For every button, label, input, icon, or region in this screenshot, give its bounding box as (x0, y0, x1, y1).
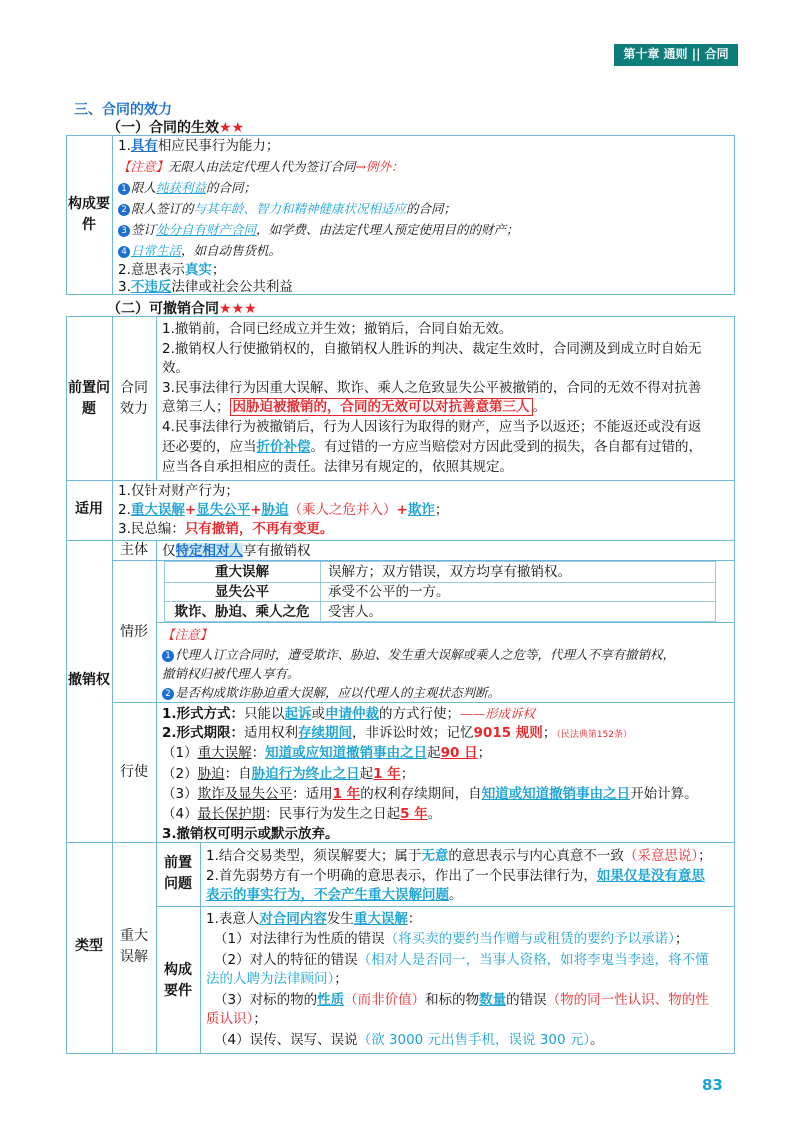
s1-line1: 1.具有相应民事行为能力； (118, 138, 280, 154)
effect-line1: 1.撤销前，合同已经成立并生效；撤销后，合同自始无效。 (162, 321, 513, 337)
section-title: 三、合同的效力 (74, 102, 172, 118)
type-pre-line2: 2.首先弱势方有一个明确的意思表示，作出了一个民事法律行为，如果仅是没有意思 (206, 868, 705, 884)
sit-row2-val: 承受不公平的一方。 (328, 584, 450, 600)
row-divider (66, 540, 735, 541)
subject-text: 仅特定相对人享有撤销权 (162, 543, 311, 559)
type-cons-line4: （3）对标的物的性质（而非价值）和标的物数量的错误（物的同一性认识、物的性 (214, 992, 709, 1008)
type-label: 类型 (75, 938, 103, 954)
sit-row3-val: 受害人。 (328, 604, 382, 620)
effect-line4: 4.民事法律行为被撤销后，行为人因该行为取得的财产，应当予以返还；不能返还或没有返 (162, 419, 702, 435)
sit-row2-key: 显失公平 (215, 584, 269, 600)
type-cons-line4b: 质认识）； (206, 1011, 267, 1027)
s1-divider (112, 135, 113, 295)
note-line1: 1 代理人订立合同时，遭受欺诈、胁迫、发生重大误解或乘人之危等，代理人不享有撤销权， (162, 646, 675, 664)
situation-label: 情形 (120, 624, 148, 640)
s1-label: 构成要件 (68, 196, 110, 233)
s1-line6: 4 日常生活，如自动售货机。 (118, 242, 281, 260)
effect-line4c: 应当各自承担相应的责任。法律另有规定的，依照其规定。 (162, 459, 513, 475)
exercise-line5: （3）欺诈及显失公平：适用1 年的权利存续期间，自知道或知道撤销事由之日开始计算。 (162, 786, 698, 802)
s1-title: （一）合同的生效★★ (107, 120, 245, 136)
s1-line4: 2 限人签订的与其年龄、智力和精神健康状况相适应的合同； (118, 200, 456, 218)
pre-label: 前置问题 (68, 380, 110, 417)
effect-line3b: 意第三人； 因胁迫被撤销的，合同的无效可以对抗善意第三人 。 (162, 399, 546, 415)
s2-title: （二）可撤销合同★★★ (107, 301, 257, 317)
type-cons-line1: 1.表意人对合同内容发生重大误解： (206, 911, 422, 927)
s1-line7: 2.意思表示真实； (118, 262, 226, 278)
col-divider (156, 316, 157, 480)
row-divider (66, 480, 735, 481)
type-cons-line3b: 法的人聘为法律顾问）； (206, 971, 348, 987)
row-divider (164, 601, 716, 602)
s1-line3: 1 限人纯获利益的合同； (118, 179, 256, 197)
sit-row1-val: 误解方；双方错误，双方均享有撤销权。 (328, 564, 571, 580)
exercise-line4: （2）胁迫：自胁迫行为终止之日起1 年； (162, 766, 415, 782)
header-rule (614, 64, 738, 66)
effect-line4b: 还必要的，应当折价补偿。有过错的一方应当赔偿对方因此受到的损失，各自都有过错的， (162, 439, 702, 455)
col-divider (200, 842, 201, 1054)
note-line2: 2 是否构成欺诈胁迫重大误解，应以代理人的主观状态判断。 (162, 684, 500, 702)
s1-line2: 【注意】无限人由法定代理人代为签订合同→例外： (118, 159, 404, 174)
sit-row1-key: 重大误解 (215, 564, 269, 580)
exercise-label: 行使 (120, 764, 148, 780)
s2-stars: ★★★ (219, 301, 257, 317)
col-divider (156, 842, 157, 1054)
type-pre-line1: 1.结合交易类型，须误解要大；属于无意的意思表示与内心真意不一致（采意思说）； (206, 848, 712, 864)
note-line1b: 撤销权归被代理人享有。 (162, 666, 300, 681)
exercise-line7: 3.撤销权可明示或默示放弃。 (162, 826, 339, 842)
sit-row3-key: 欺诈、胁迫、乘人之危 (174, 604, 310, 620)
type-cons-line3: （2）对人的特征的错误（相对人是否同一，当事人资格，如将李鬼当李逵，将不懂 (214, 952, 709, 968)
effect-line2: 2.撤销权人行使撤销权的，自撤销权人胜诉的判决、裁定生效时，合同溯及到成立时自始无 (162, 341, 702, 357)
s1-line8: 3.不违反法律或社会公共利益 (118, 279, 293, 295)
note-title: 【注意】 (162, 627, 213, 642)
apply-line3: 3.民总编：只有撤销，不再有变更。 (118, 521, 334, 537)
exercise-line3: （1）重大误解：知道或应知道撤销事由之日起90 日； (162, 745, 492, 761)
mistake-label: 重大误解 (120, 928, 148, 965)
type-pre-label: 前置问题 (164, 855, 192, 892)
effect-line2b: 效。 (162, 360, 189, 376)
effect-line3: 3.民事法律行为因重大误解、欺诈、乘人之危致显失公平被撤销的，合同的无效不得对抗善 (162, 380, 702, 396)
revoke-label: 撤销权 (68, 672, 110, 688)
exercise-line1: 1.形式方式：只能以起诉或申请仲裁的方式行使；——形成诉权 (162, 706, 536, 722)
exercise-line6: （4）最长保护期：民事行为发生之日起5 年。 (162, 806, 442, 822)
row-divider (156, 906, 735, 907)
s1-stars: ★★ (219, 120, 245, 136)
type-pre-line3: 表示的事实行为，不会产生重大误解问题。 (206, 887, 463, 903)
type-cons-line5: （4）误传、误写、误说（欲 3000 元出售手机，误说 300 元）。 (214, 1032, 604, 1048)
apply-label: 适用 (75, 501, 103, 517)
row-divider (112, 702, 735, 703)
apply-line2: 2.重大误解+显失公平+胁迫（乘人之危并入）+欺诈； (118, 502, 449, 518)
s1-line5: 3 签订处分自有财产合同，如学费、由法定代理人预定使用目的的财产； (118, 221, 519, 239)
exercise-line2: 2.形式期限：适用权利存续期间，非诉讼时效；记忆9015 规则；（民法典第152条） (162, 725, 632, 741)
apply-line1: 1.仅针对财产行为； (118, 483, 239, 499)
chapter-header: 第十章 通则 || 合同 (614, 44, 738, 64)
page-number: 83 (702, 1076, 723, 1094)
subject-label: 主体 (120, 542, 148, 558)
col-divider (112, 316, 113, 1054)
col-divider (320, 561, 321, 622)
effect-highlight: 因胁迫被撤销的，合同的无效可以对抗善意第三人 (230, 398, 533, 416)
type-cons-label: 构成要件 (164, 962, 192, 999)
row-divider (156, 622, 735, 623)
effect-label: 合同效力 (120, 380, 148, 417)
type-cons-line2: （1）对法律行为性质的错误（将买卖的要约当作赠与或租赁的要约予以承诺）； (214, 931, 689, 947)
